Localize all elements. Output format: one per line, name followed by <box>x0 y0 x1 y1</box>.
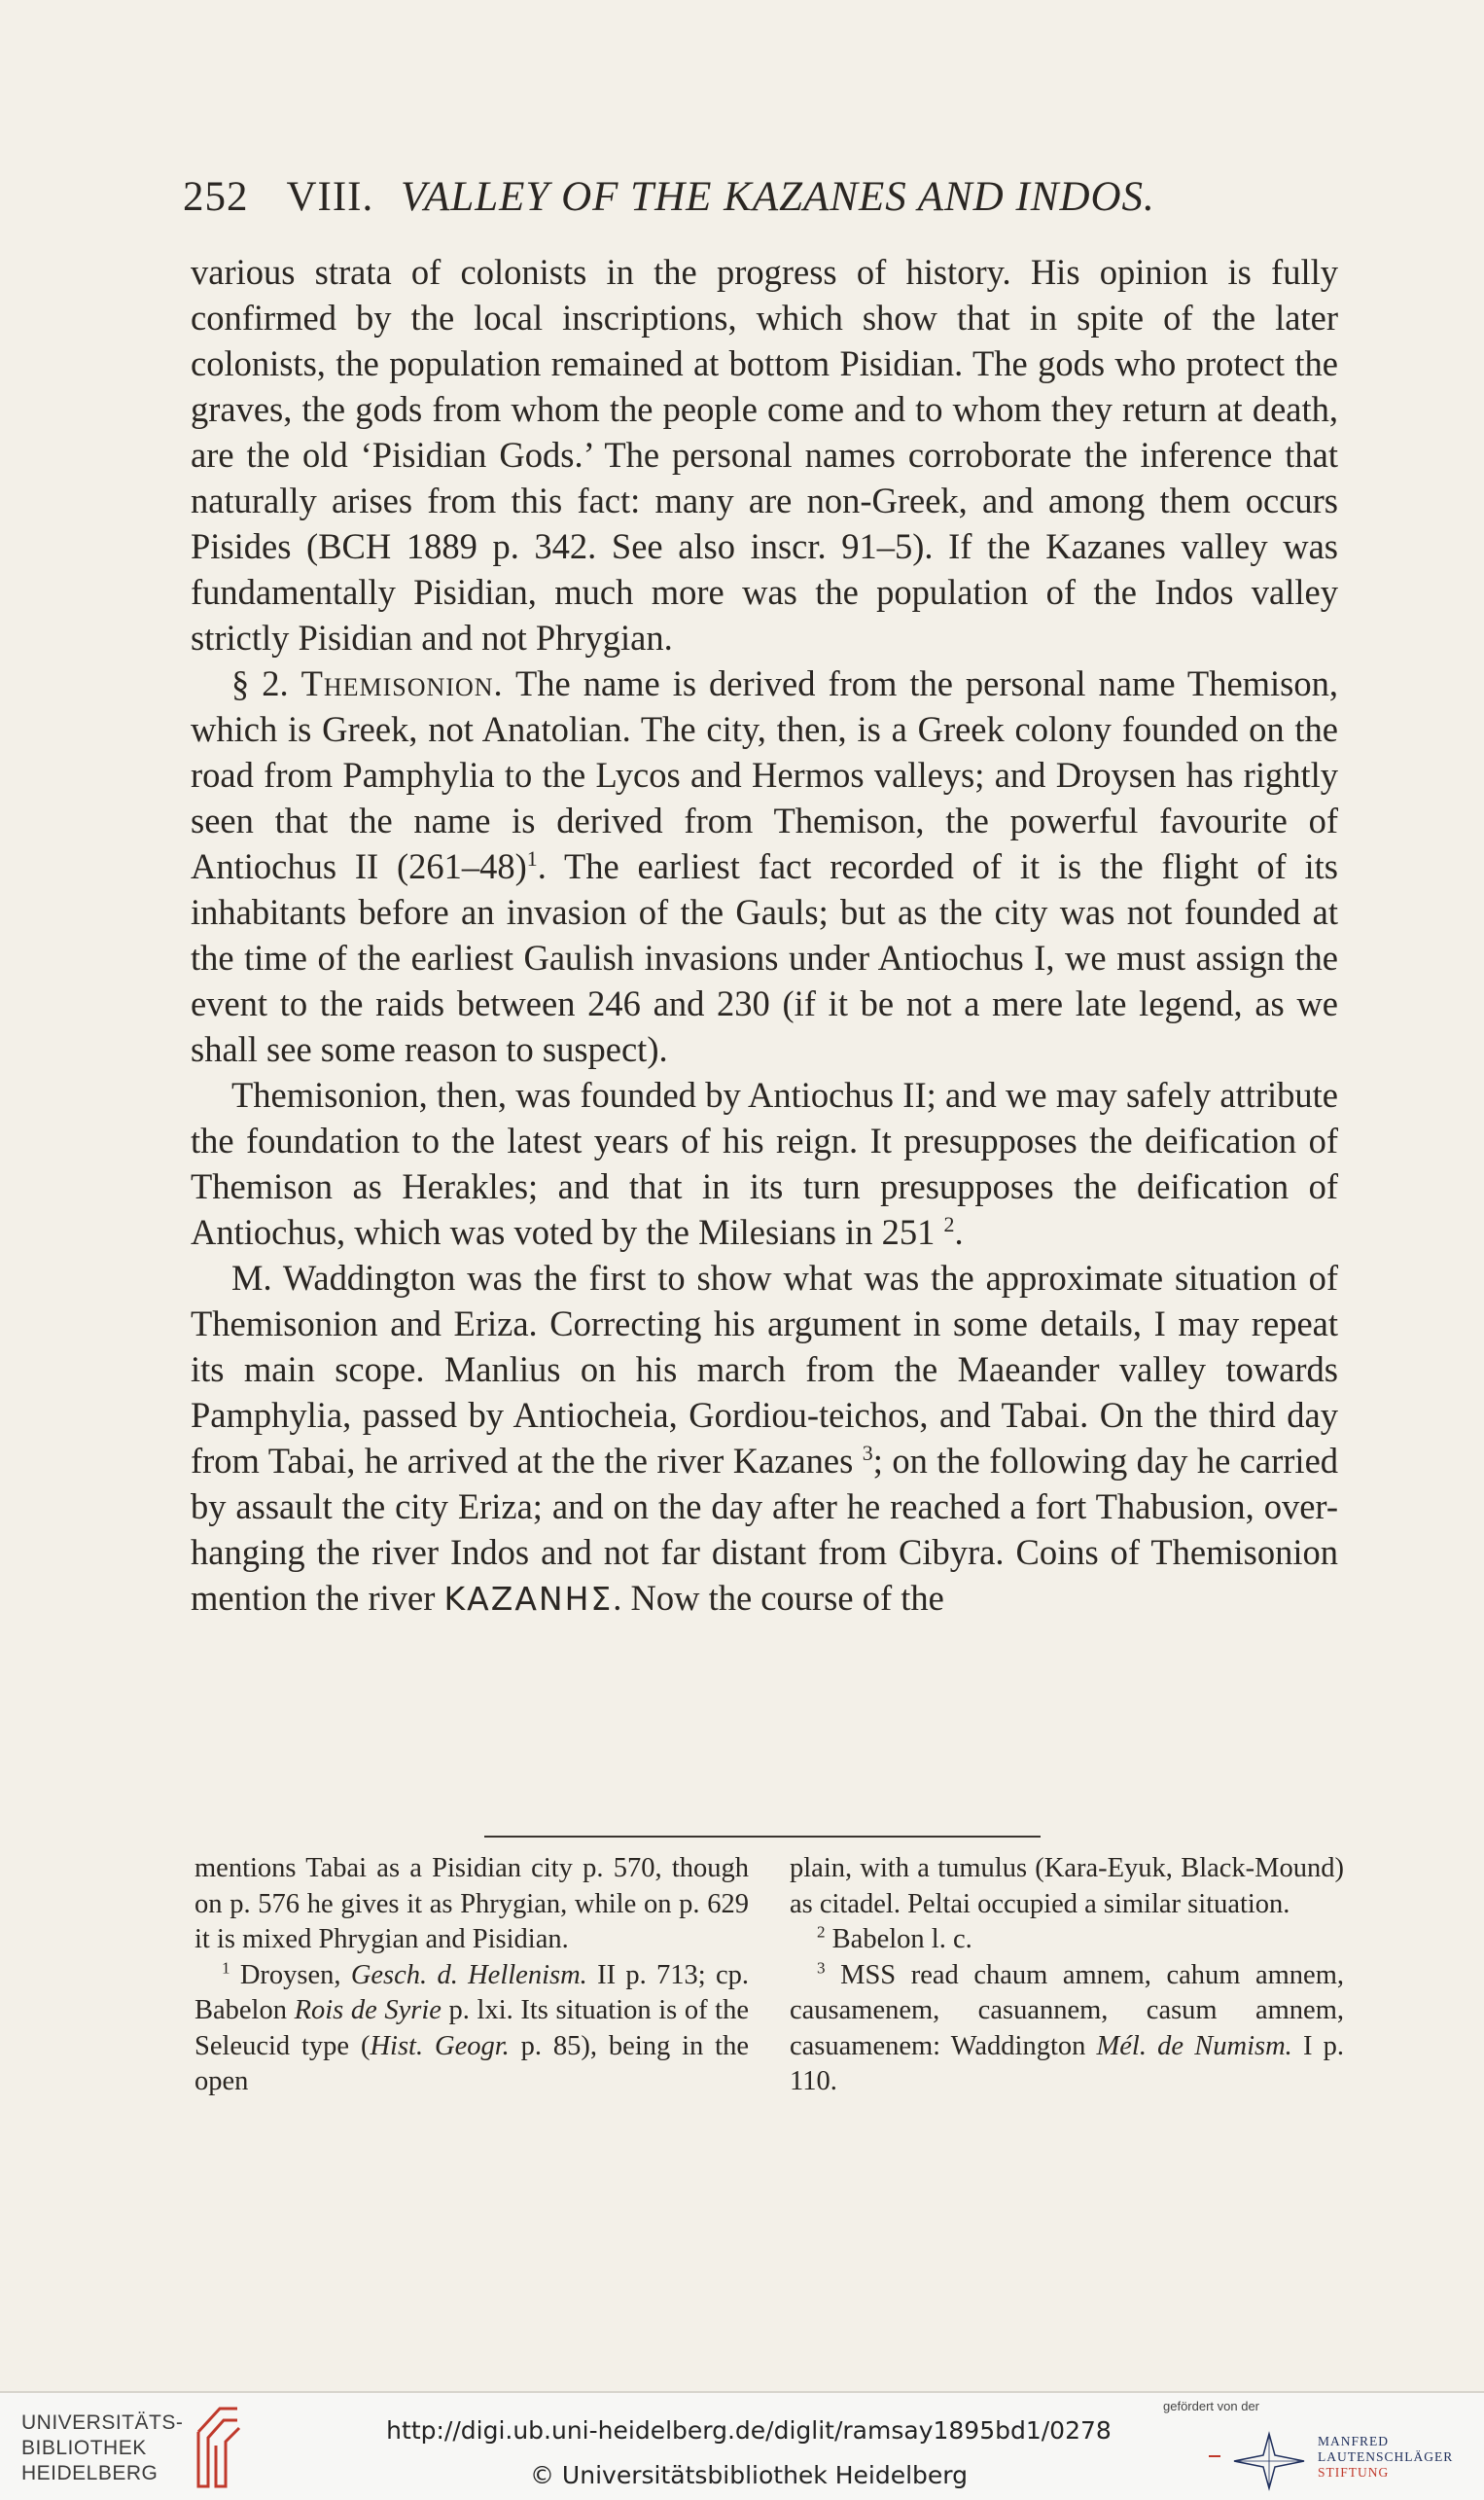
copyright-notice: © Universitätsbibliothek Heidelberg <box>529 2461 968 2489</box>
paragraph-4-text-b: ; on the following day he carried by assault the city Eriza; and on the day after he reached a fort Thabusion, over-hanging the river Indos and not far distant from Cibyra. Coins of Themisonion mention the river <box>191 1441 1339 1618</box>
foundation-name <box>1318 2434 1453 2481</box>
foundation-name-line-2: LAUTENSCHLÄGER <box>1318 2449 1454 2464</box>
footnote-1-text-c: p. lxi. Its situation is of the Seleucid type ( <box>194 1995 749 2061</box>
footnote-3-text-a: MSS read chaum amnem, cahum amnem, causamenem, casuannem, casum amnem, casuamenem: Waddington <box>790 1959 1344 2061</box>
foundation-name-line-3: STIFTUNG <box>1318 2465 1390 2480</box>
body-text <box>191 249 1338 1622</box>
footnote-1-text-b: II p. 713; cp. Babelon <box>194 1959 749 2025</box>
paragraph-1: various strata of colonists in the progress of history. His opinion is fully confirmed by the local inscriptions, which show that in spite of the later colonists, the population remained at bottom Pisidian. The gods who protect the graves, the gods from whom the people come and to whom they return at death, are the old ‘Pisidian Gods.’ The personal names corroborate the inference that naturally arises from this fact: many are non-Greek, and among them occurs Pisides (BCH 1889 p. 342. See also inscr. 91–5). If the Kazanes valley was fundamentally Pisidian, much more was the population of the Indos valley strictly Pisidian and not Phrygian. <box>191 252 1338 658</box>
paragraph-2 <box>191 661 1338 1072</box>
paragraph-2-text-a: The name is derived from the personal name Themison, which is Greek, not Anatolian. The city, then, is a Greek colony founded on the road from Pamphylia to the Lycos and Hermos valleys; and Droysen has rightly seen that the name is derived from Themison, the powerful favourite of Antiochus II (261–48) <box>191 663 1339 886</box>
foundation-logo-icon <box>1230 2430 1308 2492</box>
footnote-3-mark: 3 <box>817 1958 826 1977</box>
footnote-ref-2: 2 <box>943 1211 955 1236</box>
chapter-title: VALLEY OF THE KAZANES AND INDOS. <box>401 174 1155 220</box>
foundation-name-line-1: MANFRED <box>1318 2434 1390 2448</box>
digitization-footer <box>0 2391 1484 2500</box>
footnote-1-title-3: Hist. Geogr. <box>370 2030 510 2061</box>
footnote-3-title: Mél. de Numism. <box>1096 2030 1292 2061</box>
footnote-1 <box>194 1958 749 2100</box>
footnote-rule <box>484 1836 1041 1838</box>
footnote-1-title-1: Gesch. d. Hellenism. <box>350 1959 587 1990</box>
permalink-url[interactable]: http://digi.ub.uni-heidelberg.de/diglit/ramsay1895bd1/0278 <box>386 2416 1112 2445</box>
footnote-1-mark: 1 <box>222 1958 230 1977</box>
library-logo-icon <box>194 2403 253 2492</box>
paragraph-3 <box>191 1072 1338 1255</box>
paragraph-2-text-b: . The earliest fact recorded of it is the flight of its inhabitants before an invasion of the Gauls; but as the city was not founded at the time of the earliest Gaulish invasions under Antiochus I, we must assign the event to the raids between 246 and 230 (if it be not a mere late legend, as we shall see some reason to suspect). <box>191 846 1339 1069</box>
footnote-ref-1: 1 <box>526 845 538 871</box>
footnotes-left-column <box>194 1851 749 2100</box>
paragraph-4-text-a: M. Waddington was the first to show what was the approximate situation of Themisonion and Eriza. Correcting his argument in some details, I may repeat its main scope. Manlius on his march from the Maeander valley towards Pamphylia, passed by Antiocheia, Gordiou-teichos, and Tabai. On the third day from Tabai, he arrived at the the river Kazanes <box>191 1258 1338 1481</box>
paragraph-3-text-a: Themisonion, then, was founded by Antiochus II; and we may safely attribute the foundation to the latest years of his reign. It presupposes the deification of Themison as Herakles; and that in its turn presupposes the deification of Antiochus, which was voted by the Milesians in 251 <box>191 1075 1338 1252</box>
footnote-1-title-2: Rois de Syrie <box>294 1995 442 2025</box>
footnotes-right-column <box>790 1851 1344 2100</box>
footnote-continuation-left: mentions Tabai as a Pisidian city p. 570, though on p. 576 he gives it as Phrygian, while on p. 629 it is mixed Phrygian and Pisidian. <box>194 1853 749 1954</box>
library-name <box>21 2411 183 2486</box>
chapter-number: VIII. <box>286 174 374 220</box>
greek-word: ΚΑΖΑΝΗΣ <box>443 1580 614 1618</box>
sponsor-note: gefördert von der <box>1163 2399 1260 2413</box>
library-name-line-2: BIBLIOTHEK <box>21 2437 147 2459</box>
library-name-line-3: HEIDELBERG <box>21 2462 159 2484</box>
footnote-2-text: Babelon l. c. <box>825 1924 972 1954</box>
footnote-ref-3: 3 <box>862 1440 873 1465</box>
section-heading: Themisonion. <box>300 663 504 703</box>
sponsor-dash <box>1209 2455 1220 2457</box>
footnote-continuation-right: plain, with a tumulus (Kara-Eyuk, Black-Mound) as citadel. Peltai occupied a similar situation. <box>790 1853 1344 1919</box>
footnote-3-text-b: I p. 110. <box>790 2030 1345 2096</box>
paragraph-3-text-b: . <box>954 1212 964 1252</box>
running-head <box>183 173 1345 221</box>
footnote-2 <box>790 1922 1344 1958</box>
section-mark: § 2. <box>231 663 301 703</box>
library-name-line-1: UNIVERSITÄTS- <box>21 2411 184 2434</box>
paragraph-4 <box>191 1255 1338 1622</box>
page-number: 252 <box>183 174 249 220</box>
paragraph-4-text-c: . Now the course of the <box>613 1578 944 1618</box>
footnote-2-mark: 2 <box>817 1922 826 1942</box>
footnote-1-text-d: p. 85), being in the open <box>194 2030 749 2096</box>
footnote-3 <box>790 1958 1344 2100</box>
footnote-1-text-a: Droysen, <box>230 1959 351 1990</box>
